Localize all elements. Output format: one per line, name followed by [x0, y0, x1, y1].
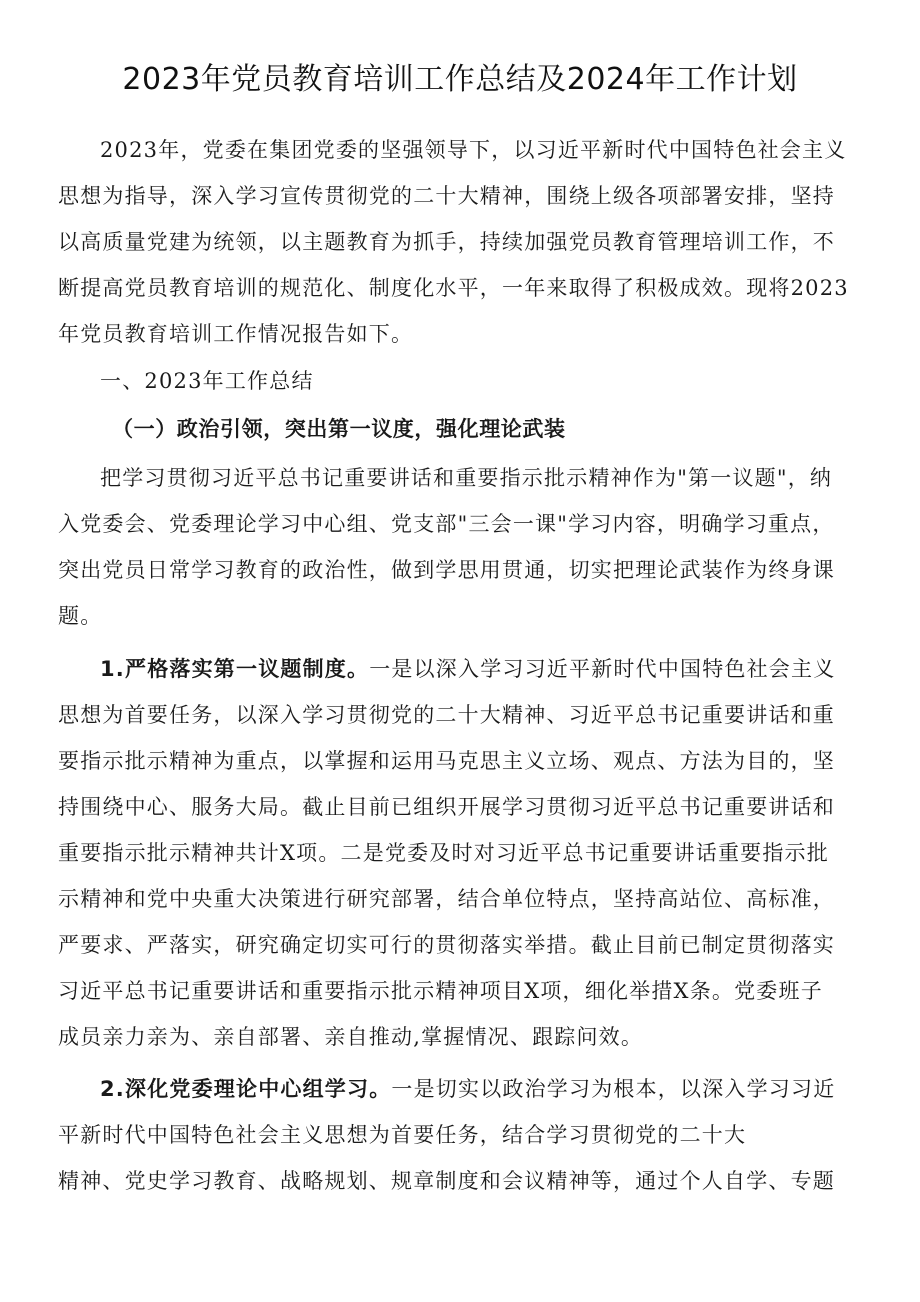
paragraph-line: 突出党员日常学习教育的政治性，做到学思用贯通，切实把理论武装作为终身课 — [58, 558, 835, 582]
document-title: 2023年党员教育培训工作总结及2024年工作计划 — [122, 62, 798, 97]
paragraph-line: 2023年，党委在集团党委的坚强领导下，以习近平新时代中国特色社会主义 — [100, 138, 847, 162]
item-heading: 1.严格落实第一议题制度。 — [100, 657, 370, 681]
paragraph-line: 平新时代中国特色社会主义思想为首要任务，结合学习贯彻党的二十大 — [58, 1123, 747, 1147]
paragraph-line: 成员亲力亲为、亲自部署、亲自推动,掌握情况、跟踪问效。 — [58, 1025, 644, 1049]
paragraph-line: 把学习贯彻习近平总书记重要讲话和重要指示批示精神作为"第一议题"，纳 — [100, 466, 833, 490]
paragraph-first-line — [58, 646, 866, 692]
paragraph-line: 要指示批示精神为重点，以掌握和运用马克思主义立场、观点、方法为目的，坚 — [58, 749, 835, 773]
paragraph-first-line — [58, 1066, 866, 1112]
paragraph-line: 年党员教育培训工作情况报告如下。 — [58, 322, 414, 346]
paragraph-line: 题。 — [58, 604, 103, 628]
paragraph-line: 入党委会、党委理论学习中心组、党支部"三会一课"学习内容，明确学习重点， — [58, 512, 835, 536]
paragraph-line: 思想为首要任务，以深入学习贯彻党的二十大精神、习近平总书记重要讲话和重 — [58, 703, 835, 727]
paragraph-line: 重要指示批示精神共计X项。二是党委及时对习近平总书记重要讲话重要指示批 — [58, 841, 829, 865]
paragraph-line: 持围绕中心、服务大局。截止目前已组织开展学习贯彻习近平总书记重要讲话和 — [58, 795, 835, 819]
paragraph-line: 思想为指导，深入学习宣传贯彻党的二十大精神，围绕上级各项部署安排，坚持 — [58, 184, 835, 208]
subsection-heading: （一）政治引领，突出第一议度，强化理论武装 — [112, 417, 566, 441]
paragraph-line: 断提高党员教育培训的规范化、制度化水平，一年来取得了积极成效。现将2023 — [58, 276, 849, 300]
item-text: 一是切实以政治学习为根本，以深入学习习近 — [391, 1077, 836, 1101]
section-heading: 一、2023年工作总结 — [100, 369, 314, 393]
paragraph-line: 严要求、严落实，研究确定切实可行的贯彻落实举措。截止目前已制定贯彻落实 — [58, 933, 835, 957]
paragraph-line: 精神、党史学习教育、战略规划、规章制度和会议精神等，通过个人自学、专题 — [58, 1169, 835, 1193]
item-text: 一是以深入学习习近平新时代中国特色社会主义 — [369, 657, 836, 681]
paragraph-line: 以高质量党建为统领，以主题教育为抓手，持续加强党员教育管理培训工作，不 — [58, 230, 835, 254]
paragraph-line: 示精神和党中央重大决策进行研究部署，结合单位特点，坚持高站位、高标准， — [58, 887, 835, 911]
paragraph-line: 习近平总书记重要讲话和重要指示批示精神项目X项，细化举措X条。党委班子 — [58, 979, 823, 1003]
item-heading: 2.深化党委理论中心组学习。 — [100, 1077, 392, 1101]
